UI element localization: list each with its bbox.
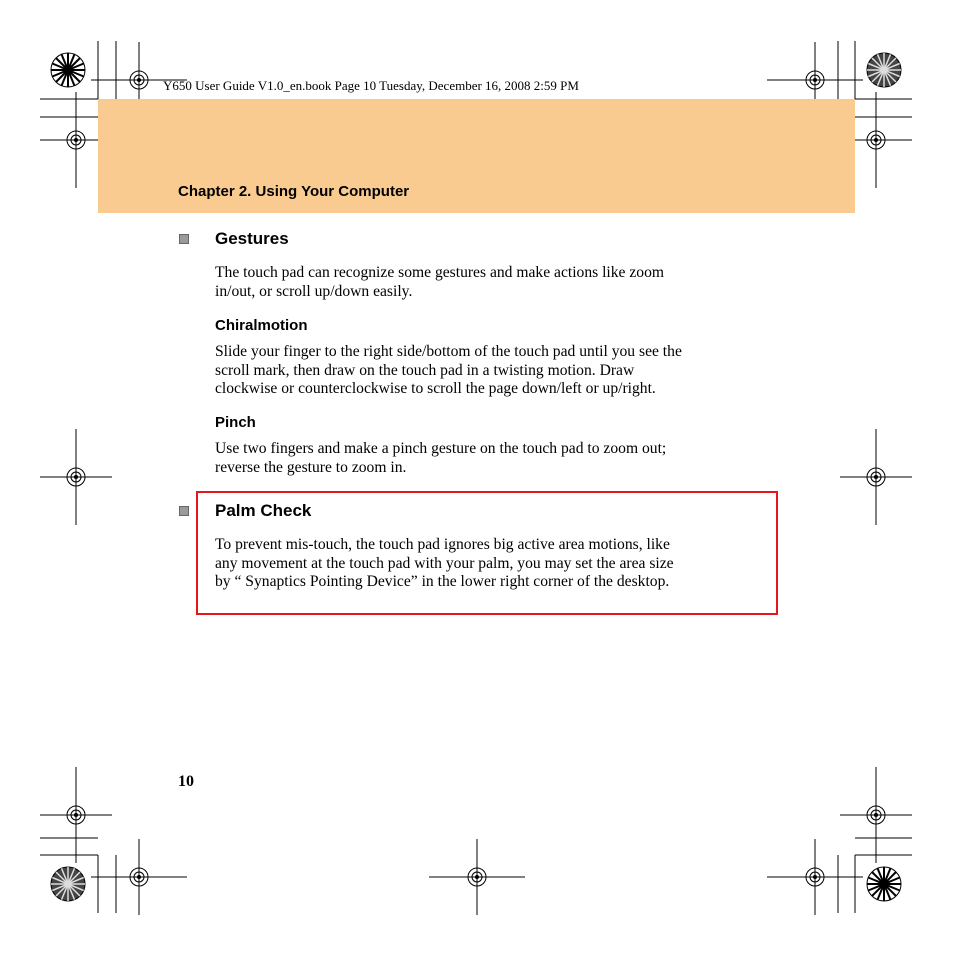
pinch-body: [215, 440, 760, 477]
text-line: any movement at the touch pad with your palm, you may set the area size: [215, 554, 674, 572]
book-slug: Y650 User Guide V1.0_en.book Page 10 Tuesday, December 16, 2008 2:59 PM: [163, 78, 579, 93]
text-line: in/out, or scroll up/down easily.: [215, 282, 413, 300]
text-line: To prevent mis-touch, the touch pad ignores big active area motions, like: [215, 536, 670, 553]
text-line: scroll mark, then draw on the touch pad in a twisting motion. Draw: [215, 361, 635, 379]
page-number: 10: [178, 773, 194, 790]
chapter-title: Chapter 2. Using Your Computer: [178, 183, 410, 200]
heading-palm-check: Palm Check: [215, 501, 312, 520]
text-line: The touch pad can recognize some gestures and make actions like zoom: [215, 264, 665, 281]
text-line: by “ Synaptics Pointing Device” in the lower right corner of the desktop.: [215, 573, 670, 590]
heading-gestures: Gestures: [215, 229, 289, 248]
square-bullet-icon: [179, 234, 189, 244]
text-line: reverse the gesture to zoom in.: [215, 458, 407, 476]
chiralmotion-body: [215, 343, 760, 399]
text-line: clockwise or counterclockwise to scroll the page down/left or up/right.: [215, 380, 656, 397]
square-bullet-icon: [179, 506, 189, 516]
heading-chiralmotion: Chiralmotion: [215, 317, 308, 334]
heading-pinch: Pinch: [215, 414, 256, 431]
gestures-intro: [215, 264, 760, 301]
palm-check-body: [215, 536, 760, 592]
text-line: Slide your finger to the right side/bottom of the touch pad until you see the: [215, 343, 682, 360]
text-line: Use two fingers and make a pinch gesture on the touch pad to zoom out;: [215, 440, 667, 457]
